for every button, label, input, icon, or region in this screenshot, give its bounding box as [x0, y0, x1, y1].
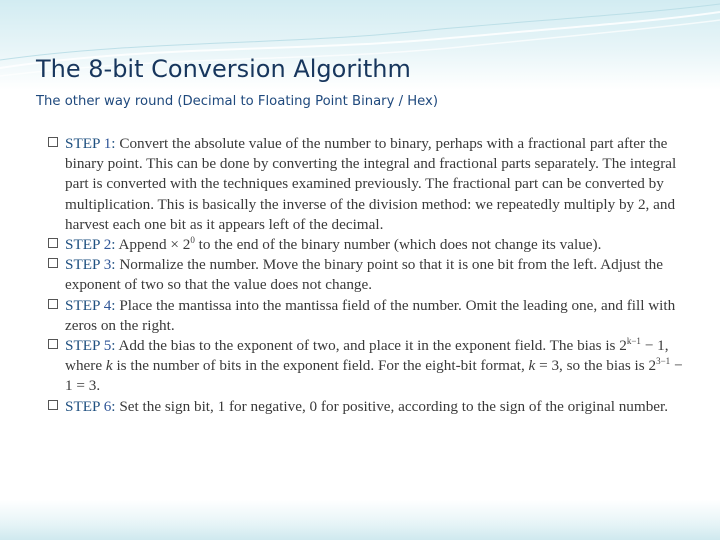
step-number: 6: [103, 397, 112, 415]
step-text: to the end of the binary number (which does not change its value).: [194, 236, 602, 254]
superscript: k−1: [626, 335, 641, 346]
steps-list: [48, 134, 688, 417]
list-item-step-4: STEP 4: Place the mantissa into the mantissa field of the number. Omit the leading one, and fill with zeros on the right.: [48, 296, 688, 336]
step-label: STEP: [65, 397, 104, 415]
list-item-step-6: STEP 6: Set the sign bit, 1 for negative, 0 for positive, according to the sign of the original number.: [48, 397, 688, 417]
step-text: Convert the absolute value of the number to binary, perhaps with a fractional part after the binary point. This can be done by converting the integral and fractional parts separately. The integral part is converted with the techniques examined previously. The fractional part can be converted by multiplication. This is basically the inverse of the division method: we repeatedly multiply by 2, and harvest each one bit as it appears left of the decimal.: [65, 135, 677, 233]
step-label: STEP: [65, 256, 104, 274]
step-label: STEP: [65, 236, 104, 254]
slide-subtitle: The other way round (Decimal to Floating Point Binary / Hex): [36, 94, 438, 109]
list-item-step-3: STEP 3: Normalize the number. Move the binary point so that it is one bit from the left. Adjust the exponent of two so that the value does not change.: [48, 255, 688, 295]
list-item-step-2: STEP 2: Append × $2^0$ to the end of the binary number (which does not change its value).: [48, 235, 688, 255]
variable-k: k: [528, 357, 536, 375]
slide-title: The 8-bit Conversion Algorithm: [36, 55, 411, 83]
step-text: Set the sign bit, 1 for negative, 0 for positive, according to the sign of the original number.: [119, 397, 669, 415]
variable-k: k: [105, 357, 113, 375]
step-text: − 1, where: [65, 337, 669, 375]
step-text: Add the bias to the exponent of two, and place it in the exponent field. The bias is 2: [118, 337, 627, 355]
footer-background: [0, 500, 720, 540]
step-text: Place the mantissa into the mantissa field of the number. Omit the leading one, and fill with zeros on the right.: [65, 296, 676, 334]
bullet-icon: [48, 299, 58, 309]
step-number: 1: [103, 135, 112, 152]
step-label: STEP: [65, 135, 104, 152]
step-number: 5: [103, 337, 112, 355]
superscript: 3−1: [656, 356, 671, 367]
bullet-icon: [48, 137, 58, 147]
step-text: − 1 = 3.: [65, 357, 683, 395]
step-number: 2: [103, 236, 112, 254]
bullet-icon: [48, 339, 58, 349]
step-label: STEP: [65, 296, 104, 314]
step-text: Normalize the number. Move the binary point so that it is one bit from the left. Adjust the exponent of two so that the value does not change.: [65, 256, 664, 294]
superscript: 0: [190, 234, 195, 245]
bullet-icon: [48, 238, 58, 248]
step-text: Append × 2: [118, 236, 191, 254]
step-text: = 3, so the bias is 2: [535, 357, 657, 375]
bullet-icon: [48, 400, 58, 410]
list-item-step-5: STEP 5: Add the bias to the exponent of two, and place it in the exponent field. The bias is $2^{k-1} - 1$, where k is the number of bits in the exponent field. For the eight-bit format, k = 3, so the bias is $2^{3-1} - 1 = 3$.: [48, 336, 688, 397]
list-item-step-1: STEP 1: Convert the absolute value of the number to binary, perhaps with a fractional part after the binary point. This can be done by converting the integral and fractional parts separately. The integral part is converted with the techniques examined previously. The fractional part can be converted by multiplication. This is basically the inverse of the division method: we repeatedly multiply by 2, and harvest each one bit as it appears left of the decimal.: [48, 134, 688, 235]
step-text: is the number of bits in the exponent field. For the eight-bit format,: [112, 357, 529, 375]
step-number: 4: [103, 296, 112, 314]
step-number: 3: [103, 256, 112, 274]
bullet-icon: [48, 258, 58, 268]
step-label: STEP: [65, 337, 104, 355]
